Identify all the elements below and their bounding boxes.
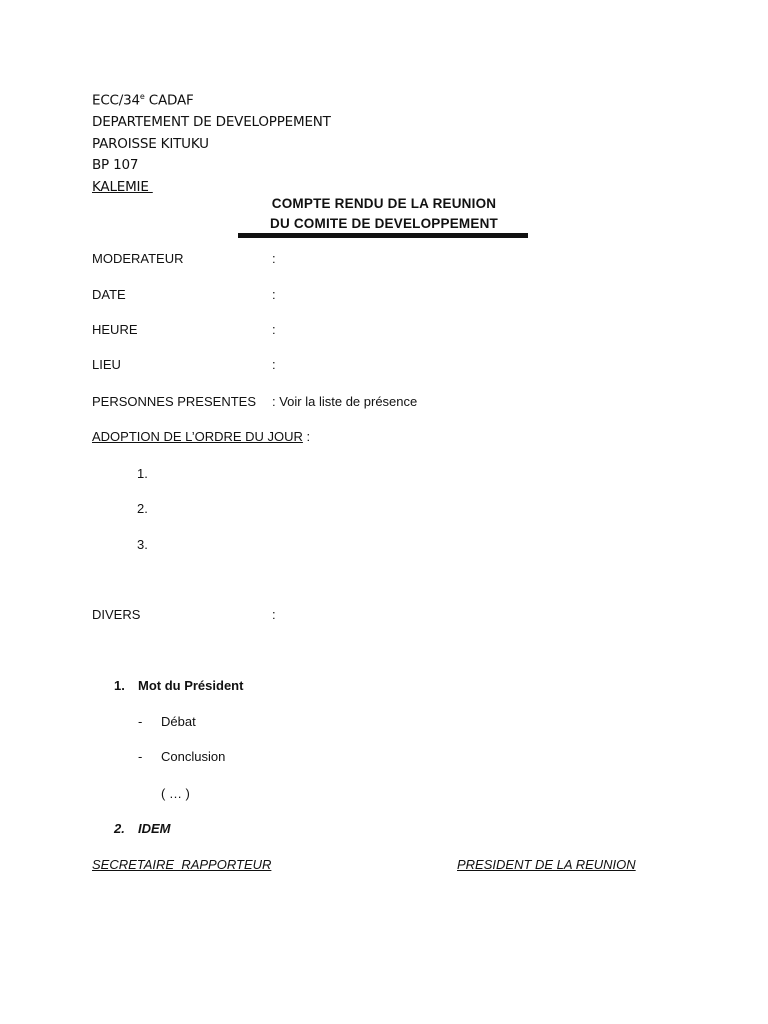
document-title [240, 194, 528, 234]
agenda-item-2: 2. [137, 501, 148, 516]
agenda-item-3: 3. [137, 537, 148, 552]
field-label-heure: HEURE [92, 322, 138, 337]
title-line-2: DU COMITE DE DEVELOPPEMENT [270, 216, 498, 231]
field-value-date: : [272, 287, 276, 302]
organization-header [92, 86, 331, 198]
bullet-conclusion: Conclusion [161, 749, 226, 764]
agenda-heading [92, 429, 310, 444]
section-1-number: 1. [114, 678, 125, 693]
header-superscript: e [139, 92, 145, 101]
field-label-moderateur: MODERATEUR [92, 251, 184, 266]
header-line-department: DEPARTEMENT DE DEVELOPPEMENT [92, 114, 331, 130]
field-label-date: DATE [92, 287, 126, 302]
field-value-personnes: : Voir la liste de présence [272, 394, 418, 409]
field-value-moderateur: : [272, 251, 276, 266]
bullet-dash: - [138, 714, 143, 729]
field-label-personnes: PERSONNES PRESENTES [92, 394, 256, 409]
header-line-parish: PAROISSE KITUKU [92, 135, 209, 152]
field-value-heure: : [272, 322, 276, 337]
signature-secretary: SECRETAIRE RAPPORTEUR [92, 857, 272, 872]
signature-president: PRESIDENT DE LA REUNION [457, 857, 636, 872]
bullet-dash: - [138, 749, 143, 764]
section-1-title: Mot du Président [138, 678, 244, 693]
agenda-item-1: 1. [137, 466, 148, 481]
agenda-heading-colon: : [302, 429, 311, 444]
agenda-heading-text: ADOPTION DE L’ORDRE DU JOUR [92, 429, 303, 444]
field-label-lieu: LIEU [92, 357, 121, 372]
header-line-po-box: BP 107 [92, 157, 139, 173]
field-label-divers: DIVERS [92, 607, 141, 622]
title-line-1: COMPTE RENDU DE LA REUNION [271, 196, 497, 211]
section-2-number: 2. [114, 821, 125, 836]
header-line-ecc: ECC/34e CADAF [92, 92, 194, 109]
title-underline-bar [238, 233, 528, 238]
section-2-title: IDEM [138, 821, 171, 836]
header-line-city: KALEMIE [92, 178, 153, 195]
field-value-lieu: : [272, 357, 276, 372]
section-1-ellipsis: ( … ) [161, 786, 190, 801]
field-value-divers: : [272, 607, 276, 622]
bullet-debat: Débat [161, 714, 196, 729]
